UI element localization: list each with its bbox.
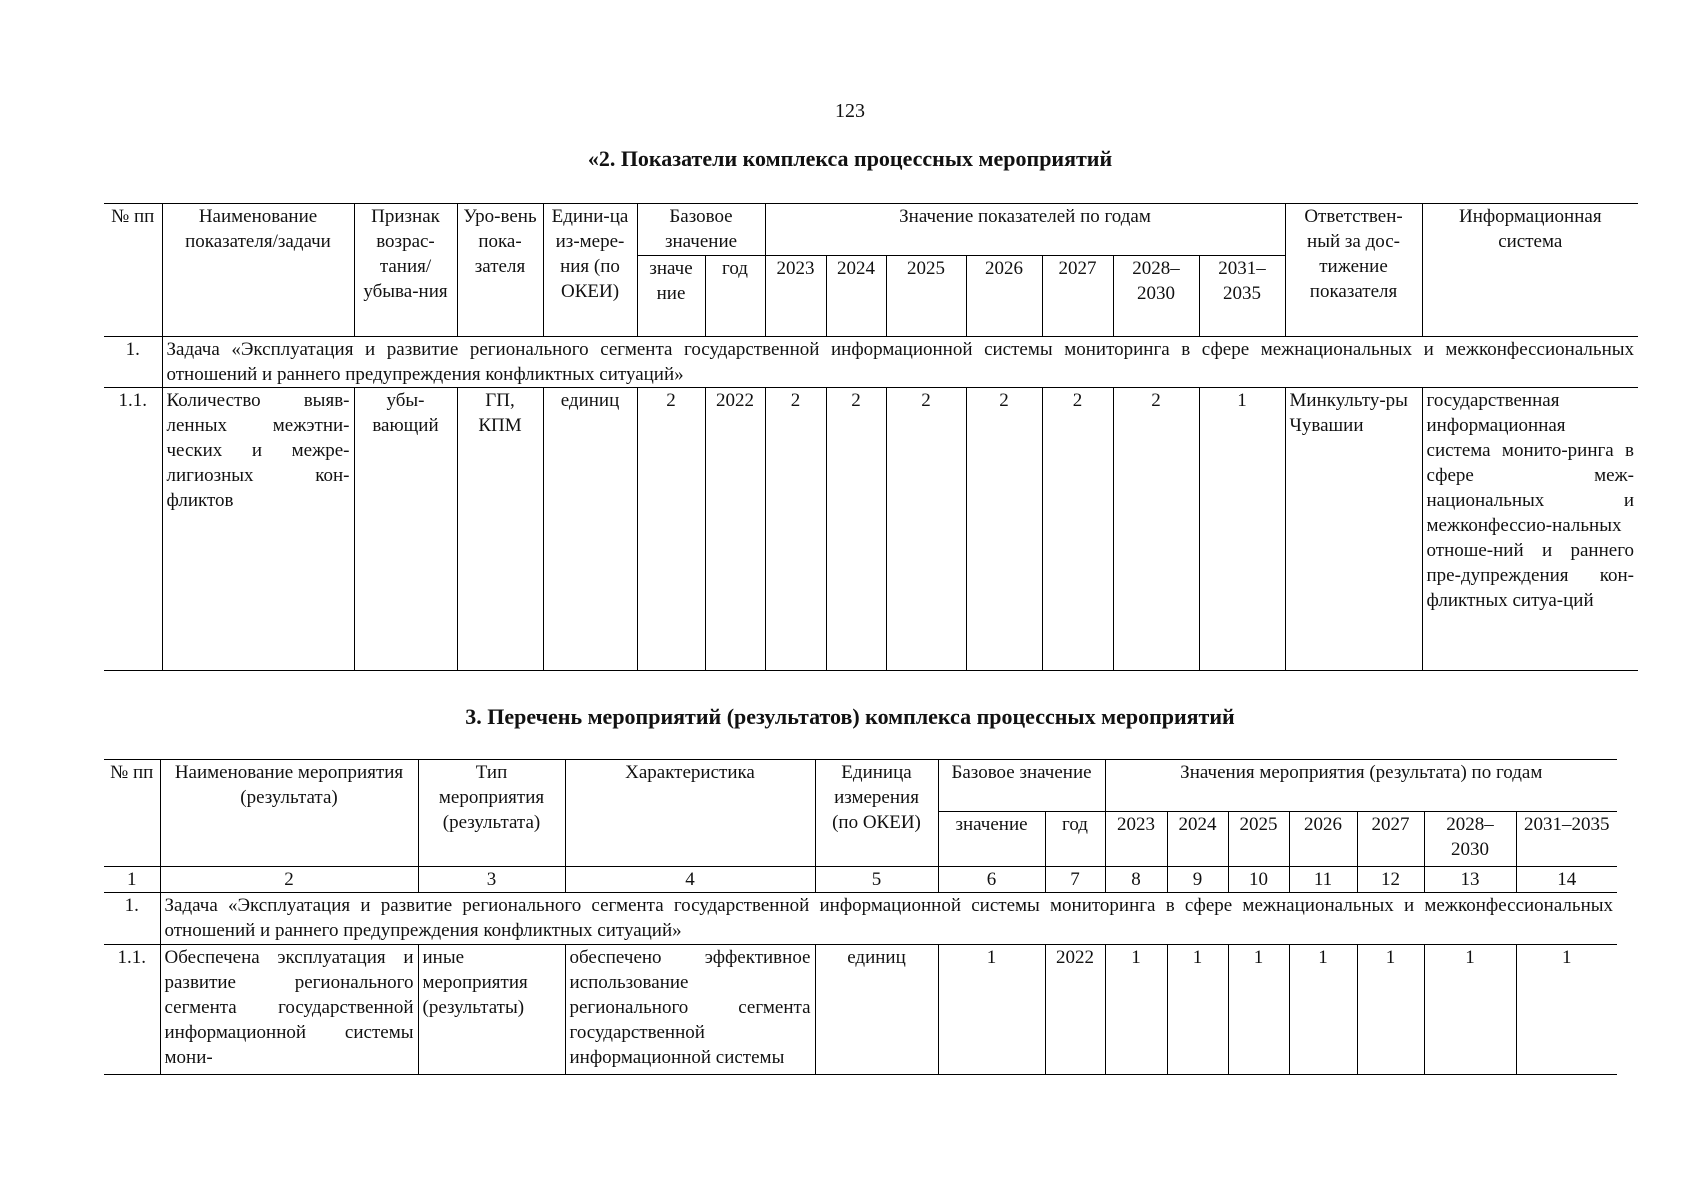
column-number: 12 [1357, 867, 1424, 893]
header-sign: Признак возрас-тания/ убыва-ния [354, 204, 457, 337]
header-year: 2026 [966, 256, 1042, 337]
row-characteristic: обеспечено эффективное использование регионального сегмента государственной информационной системы [565, 945, 815, 1075]
measures-table [104, 759, 1617, 1075]
row-value: 2 [826, 388, 886, 671]
header-characteristic: Характеристика [565, 760, 815, 867]
header-year: 2024 [1167, 812, 1228, 867]
header-info-system: Информационная система [1422, 204, 1638, 337]
header-base-year: год [705, 256, 765, 337]
header-unit: Едини-ца из-мере-ния (по ОКЕИ) [543, 204, 637, 337]
row-base-year: 2022 [1045, 945, 1105, 1075]
header-level: Уро-вень пока-зателя [457, 204, 543, 337]
row-value: 1 [1167, 945, 1228, 1075]
indicators-table [104, 203, 1638, 671]
task-num: 1. [104, 893, 160, 945]
header-year: 2028–2030 [1113, 256, 1199, 337]
column-number: 11 [1289, 867, 1357, 893]
column-number: 10 [1228, 867, 1289, 893]
row-base-year: 2022 [705, 388, 765, 671]
task-num: 1. [104, 337, 162, 388]
header-year: 2023 [1105, 812, 1167, 867]
row-unit: единиц [543, 388, 637, 671]
row-value: 2 [765, 388, 826, 671]
header-year: 2024 [826, 256, 886, 337]
header-name: Наименование мероприятия (результата) [160, 760, 418, 867]
header-years-group: Значения мероприятия (результата) по годам [1105, 760, 1617, 812]
row-type: иные мероприятия (результаты) [418, 945, 565, 1075]
header-year: 2023 [765, 256, 826, 337]
row-info-system: государственная информационная система монито-ринга в сфере меж-национальных и межконфессио-нальных отноше-ний и раннего пре-дупреждения кон-фликтных ситуа-ций [1422, 388, 1638, 671]
section-2-title: «2. Показатели комплекса процессных мероприятий [587, 146, 1113, 171]
row-value: 1 [1289, 945, 1357, 1075]
header-year: 2031–2035 [1199, 256, 1285, 337]
header-name: Наименование показателя/задачи [162, 204, 354, 337]
header-base-value: значе ние [637, 256, 705, 337]
column-number: 6 [938, 867, 1045, 893]
row-value: 2 [1113, 388, 1199, 671]
column-number: 8 [1105, 867, 1167, 893]
header-year: 2025 [1228, 812, 1289, 867]
header-years-group: Значение показателей по годам [765, 204, 1285, 256]
header-num: № пп [104, 760, 160, 867]
row-unit: единиц [815, 945, 938, 1075]
row-name: Количество выяв-ленных межэтни-ческих и межре-лигиозных кон-фликтов [162, 388, 354, 671]
column-number: 9 [1167, 867, 1228, 893]
header-base-year: год [1045, 812, 1105, 867]
column-number: 13 [1424, 867, 1516, 893]
header-type: Тип мероприятия (результата) [418, 760, 565, 867]
row-name: Обеспечена эксплуатация и развитие регионального сегмента государственной информационной системы мони- [160, 945, 418, 1075]
task-text: Задача «Эксплуатация и развитие регионального сегмента государственной информационной системы мониторинга в сфере межнациональных и межконфессиональных отношений и раннего предупреждения конфликтных ситуаций» [162, 337, 1638, 388]
row-responsible: Минкульту-ры Чувашии [1285, 388, 1422, 671]
header-year: 2031–2035 [1516, 812, 1617, 867]
row-base-value: 1 [938, 945, 1045, 1075]
row-num: 1.1. [104, 945, 160, 1075]
row-base-value: 2 [637, 388, 705, 671]
row-level: ГП, КПМ [457, 388, 543, 671]
row-sign: убы-вающий [354, 388, 457, 671]
column-number: 4 [565, 867, 815, 893]
column-number: 7 [1045, 867, 1105, 893]
row-value: 1 [1199, 388, 1285, 671]
row-value: 2 [886, 388, 966, 671]
row-value: 1 [1105, 945, 1167, 1075]
row-value: 1 [1357, 945, 1424, 1075]
header-year: 2026 [1289, 812, 1357, 867]
row-value: 1 [1228, 945, 1289, 1075]
header-year: 2027 [1042, 256, 1113, 337]
row-value: 2 [1042, 388, 1113, 671]
task-text: Задача «Эксплуатация и развитие регионального сегмента государственной информационной системы мониторинга в сфере межнациональных и межконфессиональных отношений и раннего предупреждения конфликтных ситуаций» [160, 893, 1617, 945]
column-number: 5 [815, 867, 938, 893]
column-number: 14 [1516, 867, 1617, 893]
column-number: 1 [104, 867, 160, 893]
row-value: 1 [1516, 945, 1617, 1075]
row-value: 2 [966, 388, 1042, 671]
header-base: Базовое значение [637, 204, 765, 256]
header-base-value: значение [938, 812, 1045, 867]
header-year: 2028–2030 [1424, 812, 1516, 867]
header-year: 2025 [886, 256, 966, 337]
row-value: 1 [1424, 945, 1516, 1075]
section-3-title: 3. Перечень мероприятий (результатов) комплекса процессных мероприятий [465, 704, 1235, 729]
header-base: Базовое значение [938, 760, 1105, 812]
header-unit: Единица измерения (по ОКЕИ) [815, 760, 938, 867]
row-num: 1.1. [104, 388, 162, 671]
header-responsible: Ответствен-ный за дос-тижение показателя [1285, 204, 1422, 337]
page-number: 123 [835, 100, 865, 122]
column-number: 3 [418, 867, 565, 893]
header-year: 2027 [1357, 812, 1424, 867]
column-number: 2 [160, 867, 418, 893]
header-num: № пп [104, 204, 162, 337]
